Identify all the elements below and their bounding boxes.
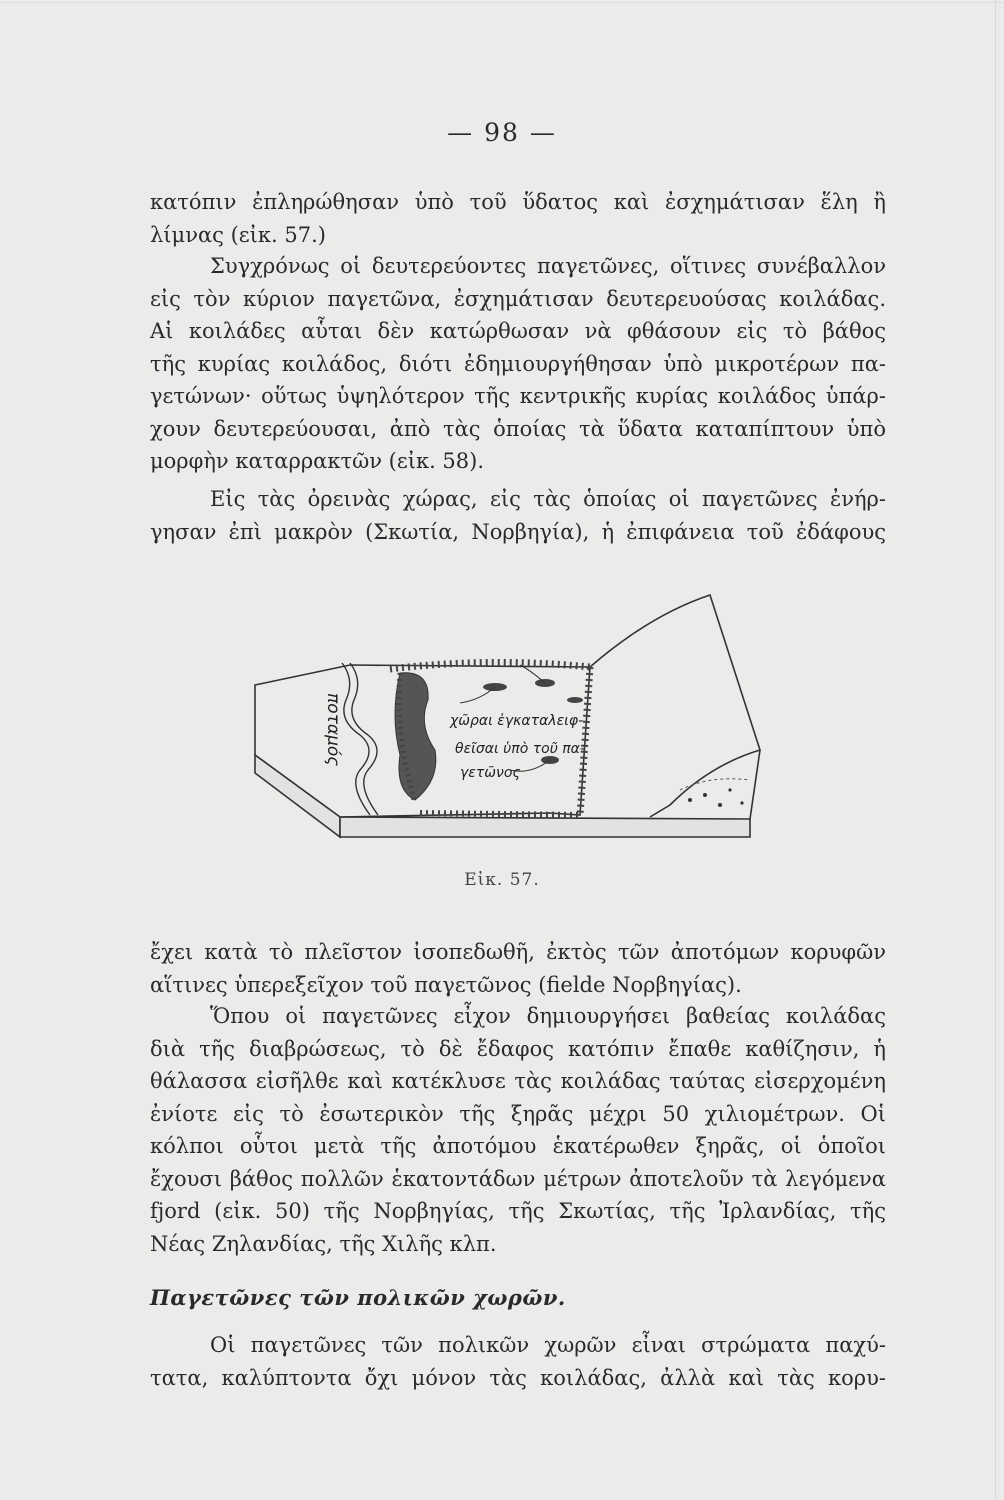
text-line: γετώνων· οὕτως ὑψηλότερον τῆς κεντρικῆς κυρίας κοιλάδος ὑπάρ- <box>150 384 886 408</box>
text-line: Νέας Ζηλανδίας, τῆς Χιλῆς κλπ. <box>150 1231 497 1256</box>
paragraph-1 <box>150 186 886 251</box>
figure-label-line-2: θεῖσαι ὑπὸ τοῦ πα- <box>455 741 585 757</box>
text-line: Εἰς τὰς ὀρεινὰς χώρας, εἰς τὰς ὁποίας οἱ παγετῶνες ἐνήρ- <box>210 487 886 511</box>
glacial-valley-illustration <box>250 575 780 865</box>
text-line: θάλασσα εἰσῆλθε καὶ κατέκλυσε τὰς κοιλάδας ταύτας εἰσερχομένη <box>150 1069 886 1093</box>
page-number: — 98 — <box>447 118 557 147</box>
text-line: fjord (εἰκ. 50) τῆς Νορβηγίας, τῆς Σκωτίας, τῆς Ἰρλανδίας, τῆς <box>150 1199 886 1223</box>
text-line: διὰ τῆς διαβρώσεως, τὸ δὲ ἔδαφος κατόπιν ἔπαθε καθίζησιν, ἡ <box>150 1036 886 1061</box>
text-line: Οἱ παγετῶνες τῶν πολικῶν χωρῶν εἶναι στρώματα παχύ- <box>210 1333 886 1357</box>
paragraph-2 <box>150 250 886 478</box>
text-line: ἔχει κατὰ τὸ πλεῖστον ἰσοπεδωθῆ, ἐκτὸς τῶν ἀποτόμων κορυφῶν <box>150 940 886 964</box>
section-heading: Παγετῶνες τῶν πολικῶν χωρῶν. <box>150 1285 566 1310</box>
figure-57-glacial-valley-diagram <box>250 575 780 865</box>
paragraph-5 <box>150 1000 886 1260</box>
text-line: γησαν ἐπὶ μακρὸν (Σκωτία, Νορβηγία), ἡ ἐπιφάνεια τοῦ ἐδάφους <box>150 519 886 544</box>
paragraph-6 <box>150 1329 886 1394</box>
paragraph-3 <box>150 483 886 548</box>
figure-label-line-1: χῶραι ἐγκαταλειφ- <box>450 713 584 729</box>
text-line: Συγχρόνως οἱ δευτερεύοντες παγετῶνες, οἵτινες συνέβαλλον <box>210 254 886 278</box>
river-label: ποταμός <box>323 693 343 767</box>
figure-label-line-3: γετῶνος <box>460 765 521 781</box>
text-line: μορφὴν καταρρακτῶν (εἰκ. 58). <box>150 449 485 473</box>
text-line: αἵτινες ὑπερεξεῖχον τοῦ παγετῶνος (fielde Νορβηγίας). <box>150 972 742 997</box>
text-line: Αἱ κοιλάδες αὗται δὲν κατώρθωσαν νὰ φθάσουν εἰς τὸ βάθος <box>150 319 886 343</box>
text-line: κόλποι οὗτοι μετὰ τῆς ἀποτόμου ἑκατέρωθεν ξηρᾶς, οἱ ὁποῖοι <box>150 1134 886 1158</box>
paragraph-4 <box>150 936 886 1001</box>
figure-caption: Εἰκ. 57. <box>464 870 540 890</box>
text-line: ἐνίοτε εἰς τὸ ἐσωτερικὸν τῆς ξηρᾶς μέχρι 50 χιλιομέτρων. Οἱ <box>150 1101 886 1126</box>
text-line: κατόπιν ἐπληρώθησαν ὑπὸ τοῦ ὕδατος καὶ ἐσχημάτισαν ἕλη ἢ <box>150 190 886 214</box>
text-line: τατα, καλύπτοντα ὄχι μόνον τὰς κοιλάδας, ἀλλὰ καὶ τὰς κορυ- <box>150 1365 886 1390</box>
text-line: χουν δευτερεύουσαι, ἀπὸ τὰς ὁποίας τὰ ὕδατα καταπίπτουν ὑπὸ <box>150 416 886 441</box>
scan-edge-top <box>0 2 1004 3</box>
text-line: λίμνας (εἰκ. 57.) <box>150 222 326 247</box>
text-line: εἰς τὸν κύριον παγετῶνα, ἐσχημάτισαν δευτερευούσας κοιλάδας. <box>150 286 886 311</box>
text-line: ἔχουσι βάθος πολλῶν ἑκατοντάδων μέτρων ἀποτελοῦν τὰ λεγόμενα <box>150 1166 886 1191</box>
text-line: Ὅπου οἱ παγετῶνες εἶχον δημιουργήσει βαθείας κοιλάδας <box>210 1004 886 1028</box>
text-line: τῆς κυρίας κοιλάδος, διότι ἐδημιουργήθησαν ὑπὸ μικροτέρων πα- <box>150 351 886 376</box>
scan-edge-right <box>995 0 996 1500</box>
